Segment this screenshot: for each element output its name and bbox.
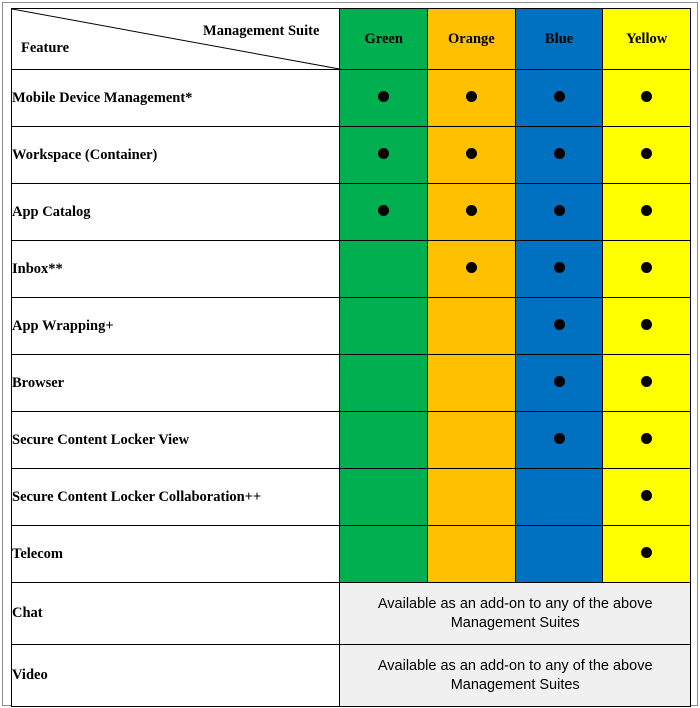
- included-dot-icon: [641, 205, 652, 216]
- header-corner-cell: [12, 9, 340, 70]
- suite-cell-yellow: [603, 241, 691, 298]
- included-dot-icon: [554, 319, 565, 330]
- suite-cell-yellow: [603, 184, 691, 241]
- suite-cell-yellow: [603, 127, 691, 184]
- feature-name: Video: [12, 645, 340, 707]
- feature-rows: [12, 70, 691, 707]
- included-dot-icon: [466, 148, 477, 159]
- addon-row: [12, 645, 691, 707]
- suite-cell-green: [340, 70, 428, 127]
- table-row: [12, 127, 691, 184]
- suite-cell-orange: [428, 412, 516, 469]
- suite-cell-yellow: [603, 298, 691, 355]
- included-dot-icon: [641, 376, 652, 387]
- included-dot-icon: [466, 262, 477, 273]
- feature-name: Telecom: [12, 526, 340, 583]
- included-dot-icon: [641, 490, 652, 501]
- suite-header-orange: Orange: [428, 9, 516, 70]
- suite-header-green: Green: [340, 9, 428, 70]
- included-dot-icon: [378, 205, 389, 216]
- suite-cell-blue: [515, 184, 603, 241]
- suite-cell-blue: [515, 412, 603, 469]
- feature-name: Inbox**: [12, 241, 340, 298]
- suite-cell-green: [340, 412, 428, 469]
- suite-header-blue: Blue: [515, 9, 603, 70]
- figure-frame: [2, 2, 698, 706]
- suite-cell-yellow: [603, 469, 691, 526]
- included-dot-icon: [641, 433, 652, 444]
- feature-name: Browser: [12, 355, 340, 412]
- suite-cell-orange: [428, 70, 516, 127]
- suite-cell-orange: [428, 355, 516, 412]
- included-dot-icon: [378, 91, 389, 102]
- suite-cell-yellow: [603, 355, 691, 412]
- suite-cell-yellow: [603, 526, 691, 583]
- table-row: [12, 70, 691, 127]
- suite-cell-green: [340, 127, 428, 184]
- suite-cell-blue: [515, 241, 603, 298]
- included-dot-icon: [554, 433, 565, 444]
- included-dot-icon: [641, 262, 652, 273]
- suite-cell-orange: [428, 184, 516, 241]
- suite-cell-orange: [428, 241, 516, 298]
- feature-name: Workspace (Container): [12, 127, 340, 184]
- included-dot-icon: [641, 547, 652, 558]
- included-dot-icon: [641, 148, 652, 159]
- addon-row: [12, 583, 691, 645]
- suite-cell-blue: [515, 298, 603, 355]
- included-dot-icon: [378, 148, 389, 159]
- header-row: [12, 9, 691, 70]
- suite-cell-green: [340, 355, 428, 412]
- suite-cell-blue: [515, 355, 603, 412]
- suite-cell-orange: [428, 298, 516, 355]
- included-dot-icon: [554, 205, 565, 216]
- suite-cell-orange: [428, 526, 516, 583]
- feature-name: App Catalog: [12, 184, 340, 241]
- suite-cell-green: [340, 526, 428, 583]
- included-dot-icon: [641, 91, 652, 102]
- suite-cell-blue: [515, 70, 603, 127]
- feature-name: Secure Content Locker Collaboration++: [12, 469, 340, 526]
- included-dot-icon: [554, 148, 565, 159]
- suite-cell-blue: [515, 127, 603, 184]
- table-row: [12, 298, 691, 355]
- addon-note: Available as an add-on to any of the above Management Suites: [340, 645, 691, 707]
- suite-cell-green: [340, 298, 428, 355]
- included-dot-icon: [554, 376, 565, 387]
- feature-name: Chat: [12, 583, 340, 645]
- included-dot-icon: [466, 205, 477, 216]
- table-row: [12, 355, 691, 412]
- suite-cell-green: [340, 241, 428, 298]
- table-row: [12, 412, 691, 469]
- management-suite-table: [11, 8, 691, 707]
- suite-header-yellow: Yellow: [603, 9, 691, 70]
- addon-note: Available as an add-on to any of the above Management Suites: [340, 583, 691, 645]
- table-row: [12, 469, 691, 526]
- feature-name: Secure Content Locker View: [12, 412, 340, 469]
- table-row: [12, 184, 691, 241]
- table-row: [12, 526, 691, 583]
- included-dot-icon: [641, 319, 652, 330]
- header-management-suite: Management Suite: [203, 23, 320, 39]
- included-dot-icon: [466, 91, 477, 102]
- suite-cell-orange: [428, 127, 516, 184]
- feature-name: Mobile Device Management*: [12, 70, 340, 127]
- feature-name: App Wrapping+: [12, 298, 340, 355]
- included-dot-icon: [554, 262, 565, 273]
- suite-cell-blue: [515, 526, 603, 583]
- suite-cell-green: [340, 184, 428, 241]
- suite-cell-orange: [428, 469, 516, 526]
- suite-cell-yellow: [603, 412, 691, 469]
- suite-cell-yellow: [603, 70, 691, 127]
- included-dot-icon: [554, 91, 565, 102]
- suite-cell-green: [340, 469, 428, 526]
- header-feature: Feature: [21, 40, 70, 56]
- suite-cell-blue: [515, 469, 603, 526]
- table-row: [12, 241, 691, 298]
